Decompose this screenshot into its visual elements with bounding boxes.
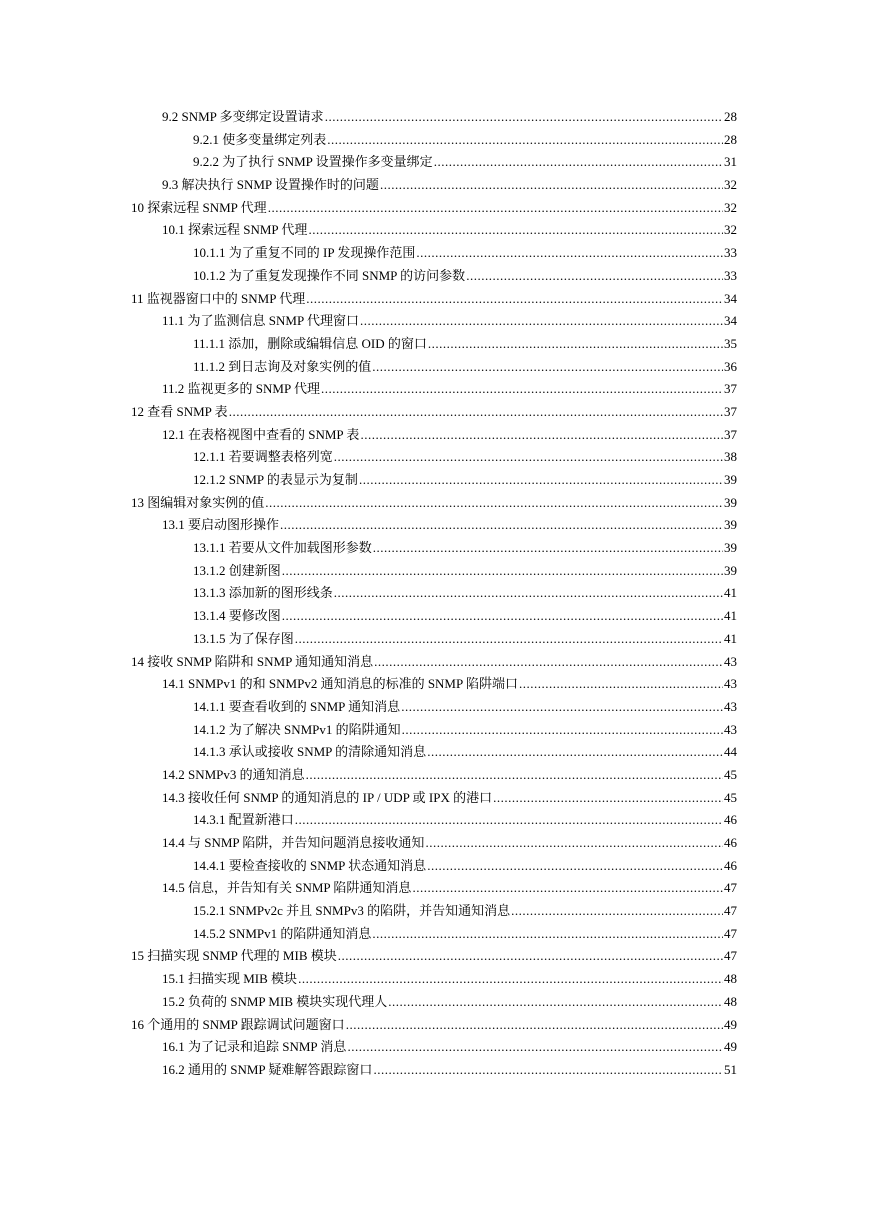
toc-entry[interactable] [131,151,737,174]
toc-dot-leader [493,787,723,810]
toc-page-number: 33 [724,245,737,261]
toc-page-number: 43 [724,676,737,692]
toc-entry-title: 13.1.3 添加新的图形线条 [193,585,333,601]
toc-dot-leader [268,197,723,220]
toc-entry[interactable] [131,923,737,946]
toc-entry[interactable] [131,378,737,401]
toc-page-number: 48 [724,971,737,987]
toc-entry[interactable] [131,106,737,129]
toc-dot-leader [229,401,723,424]
toc-entry[interactable] [131,673,737,696]
toc-entry-title: 14.1.3 承认或接收 SNMP 的清除通知消息 [193,744,427,760]
toc-entry-title: 14.4 与 SNMP 陷阱，并告知问题消息接收通知 [162,835,425,850]
toc-entry[interactable] [131,719,737,742]
toc-entry[interactable] [131,968,737,991]
toc-entry[interactable] [131,446,737,469]
toc-entry-title: 11 监视器窗口中的 SNMP 代理 [131,290,306,306]
toc-entry-title: 16 个通用的 SNMP 跟踪调试问题窗口 [131,1016,345,1032]
toc-entry-title: 14 接收 SNMP 陷阱和 SNMP 通知通知消息 [131,653,374,669]
toc-dot-leader [360,424,723,447]
toc-entry[interactable] [131,741,737,764]
toc-entry-title: 12.1 在表格视图中查看的 SNMP 表 [162,426,360,442]
toc-entry[interactable] [131,197,737,220]
toc-entry[interactable] [131,991,737,1014]
toc-entry[interactable] [131,1014,737,1037]
toc-entry-title: 15.2 负荷的 SNMP MIB 模块实现代理人 [162,993,388,1009]
toc-entry[interactable] [131,333,737,356]
toc-dot-leader [282,605,723,628]
toc-entry-title: 11.1.2 到日志询及对象实例的值 [193,358,372,374]
toc-dot-leader [295,628,723,651]
toc-page-number: 41 [724,608,737,624]
toc-entry-title: 13.1.2 创建新图 [193,562,281,578]
toc-entry[interactable] [131,628,737,651]
toc-entry-title: 9.2.2 为了执行 SNMP 设置操作多变量绑定 [193,154,433,170]
toc-page-number: 41 [724,585,737,601]
toc-page-number: 47 [724,880,737,896]
toc-page-number: 43 [724,698,737,714]
toc-page-number: 32 [724,222,737,238]
toc-page-number: 39 [724,517,737,533]
toc-page-number: 43 [724,721,737,737]
toc-page-number: 47 [724,948,737,964]
toc-dot-leader [334,446,723,469]
toc-dot-leader [373,1059,723,1082]
toc-page-number: 37 [724,381,737,397]
toc-entry[interactable] [131,877,737,900]
toc-entry-title: 14.3 接收任何 SNMP 的通知消息的 IP / UDP 或 IPX 的港口 [162,789,493,805]
toc-dot-leader [360,310,723,333]
toc-entry[interactable] [131,855,737,878]
toc-page-number: 33 [724,267,737,283]
toc-entry[interactable] [131,809,737,832]
toc-entry[interactable] [131,310,737,333]
toc-entry[interactable] [131,288,737,311]
toc-entry[interactable] [131,401,737,424]
toc-entry[interactable] [131,356,737,379]
toc-dot-leader [282,560,723,583]
toc-entry[interactable] [131,469,737,492]
toc-entry[interactable] [131,605,737,628]
toc-page-number: 31 [724,154,737,170]
toc-page-number: 46 [724,857,737,873]
toc-dot-leader [402,719,723,742]
toc-dot-leader [306,288,723,311]
toc-page-number: 41 [724,630,737,646]
toc-page-number: 49 [724,1039,737,1055]
toc-entry[interactable] [131,129,737,152]
toc-dot-leader [425,832,723,855]
toc-entry-title: 10.1 探索远程 SNMP 代理 [162,222,308,238]
toc-entry[interactable] [131,900,737,923]
toc-entry[interactable] [131,560,737,583]
toc-entry-title: 15 扫描实现 SNMP 代理的 MIB 模块 [131,948,337,964]
toc-entry[interactable] [131,832,737,855]
toc-dot-leader [380,174,723,197]
toc-page-number: 37 [724,426,737,442]
toc-dot-leader [372,923,723,946]
toc-page-number: 49 [724,1016,737,1032]
toc-dot-leader [327,129,723,152]
toc-page-number: 43 [724,653,737,669]
toc-page-number: 39 [724,562,737,578]
toc-entry-title: 12.1.1 若要调整表格列宽 [193,449,333,465]
toc-dot-leader [325,106,723,129]
toc-page-number: 45 [724,766,737,782]
toc-page-number: 37 [724,403,737,419]
toc-entry[interactable] [131,219,737,242]
toc-entry-title: 13.1.4 要修改图 [193,608,281,624]
toc-page-number: 39 [724,494,737,510]
toc-entry-title: 11.1.1 添加，删除或编辑信息 OID 的窗口 [193,335,427,351]
toc-entry[interactable] [131,764,737,787]
toc-entry[interactable] [131,265,737,288]
toc-page-number: 39 [724,472,737,487]
toc-page-number: 32 [724,177,737,193]
toc-dot-leader [388,991,723,1014]
toc-entry-title: 13 图编辑对象实例的值 [131,494,265,510]
toc-dot-leader [374,651,723,674]
toc-dot-leader [427,855,723,878]
toc-page-number: 38 [724,449,737,465]
toc-entry[interactable] [131,174,737,197]
toc-page-number: 35 [724,335,737,351]
toc-entry-title: 9.3 解决执行 SNMP 设置操作时的问题 [162,177,379,193]
toc-dot-leader [306,764,723,787]
toc-entry-title: 10.1.1 为了重复不同的 IP 发现操作范围 [193,245,416,261]
toc-dot-leader [428,333,723,356]
toc-dot-leader [265,492,723,515]
toc-entry-title: 14.5 信息，并告知有关 SNMP 陷阱通知消息 [162,880,412,896]
toc-entry[interactable] [131,492,737,515]
toc-page-number: 34 [724,313,737,329]
toc-page-number: 47 [724,925,737,941]
toc-dot-leader [412,877,723,900]
toc-entry-title: 13.1 要启动图形操作 [162,517,280,533]
toc-entry-title: 14.2 SNMPv3 的通知消息 [162,766,305,782]
toc-entry-title: 11.2 监视更多的 SNMP 代理 [162,381,320,397]
table-of-contents [131,106,737,1082]
toc-page-number: 46 [724,812,737,828]
toc-entry-title: 9.2 SNMP 多变绑定设置请求 [162,109,324,124]
toc-entry[interactable] [131,787,737,810]
toc-dot-leader [347,1036,723,1059]
toc-page-number: 45 [724,789,737,805]
toc-dot-leader [359,469,723,492]
toc-page-number: 46 [724,835,737,850]
toc-page-number: 36 [724,358,737,374]
toc-entry-title: 13.1.5 为了保存图 [193,630,294,646]
toc-entry-title: 12.1.2 SNMP 的表显示为复制 [193,472,358,487]
toc-page-number: 48 [724,993,737,1009]
toc-entry-title: 10 探索远程 SNMP 代理 [131,199,267,215]
toc-dot-leader [321,378,723,401]
toc-entry[interactable] [131,242,737,265]
toc-entry-title: 14.4.1 要检查接收的 SNMP 状态通知消息 [193,857,427,873]
toc-page-number: 28 [724,109,737,124]
toc-entry-title: 14.5.2 SNMPv1 的陷阱通知消息 [193,925,372,941]
toc-entry[interactable] [131,537,737,560]
toc-entry[interactable] [131,1059,737,1082]
toc-dot-leader [401,696,723,719]
toc-page-number: 44 [724,744,737,760]
toc-dot-leader [519,673,723,696]
toc-entry-title: 16.2 通用的 SNMP 疑难解答跟踪窗口 [162,1061,373,1077]
toc-dot-leader [298,968,723,991]
toc-page-number: 34 [724,290,737,306]
toc-entry[interactable] [131,1036,737,1059]
toc-page-number: 28 [724,131,737,147]
toc-dot-leader [295,809,723,832]
toc-entry-title: 16.1 为了记录和追踪 SNMP 消息 [162,1039,347,1055]
toc-entry-title: 14.1.2 为了解决 SNMPv1 的陷阱通知 [193,721,401,737]
toc-page-number: 32 [724,199,737,215]
toc-dot-leader [427,741,723,764]
toc-dot-leader [373,537,723,560]
toc-entry-title: 9.2.1 使多变量绑定列表 [193,131,327,147]
toc-entry-title: 14.1.1 要查看收到的 SNMP 通知消息 [193,698,401,714]
toc-dot-leader [308,219,723,242]
toc-dot-leader [466,265,723,288]
toc-page-number: 47 [724,903,737,919]
toc-entry-title: 14.1 SNMPv1 的和 SNMPv2 通知消息的标准的 SNMP 陷阱端口 [162,676,518,692]
toc-entry-title: 11.1 为了监测信息 SNMP 代理窗口 [162,313,359,329]
toc-entry[interactable] [131,696,737,719]
toc-dot-leader [511,900,723,923]
toc-entry-title: 15.2.1 SNMPv2c 并且 SNMPv3 的陷阱，并告知通知消息 [193,903,511,919]
toc-entry[interactable] [131,514,737,537]
toc-dot-leader [434,151,723,174]
toc-dot-leader [416,242,723,265]
toc-dot-leader [338,945,723,968]
toc-entry[interactable] [131,651,737,674]
toc-dot-leader [334,582,723,605]
toc-dot-leader [346,1014,723,1037]
toc-entry[interactable] [131,582,737,605]
toc-page-number: 51 [724,1061,737,1077]
toc-page-number: 39 [724,540,737,556]
toc-entry[interactable] [131,424,737,447]
toc-entry-title: 15.1 扫描实现 MIB 模块 [162,971,298,987]
toc-dot-leader [372,356,723,379]
toc-dot-leader [280,514,723,537]
toc-entry-title: 12 查看 SNMP 表 [131,403,228,419]
toc-entry-title: 13.1.1 若要从文件加载图形参数 [193,540,372,556]
toc-entry-title: 14.3.1 配置新港口 [193,812,294,828]
toc-entry[interactable] [131,945,737,968]
toc-entry-title: 10.1.2 为了重复发现操作不同 SNMP 的访问参数 [193,267,466,283]
